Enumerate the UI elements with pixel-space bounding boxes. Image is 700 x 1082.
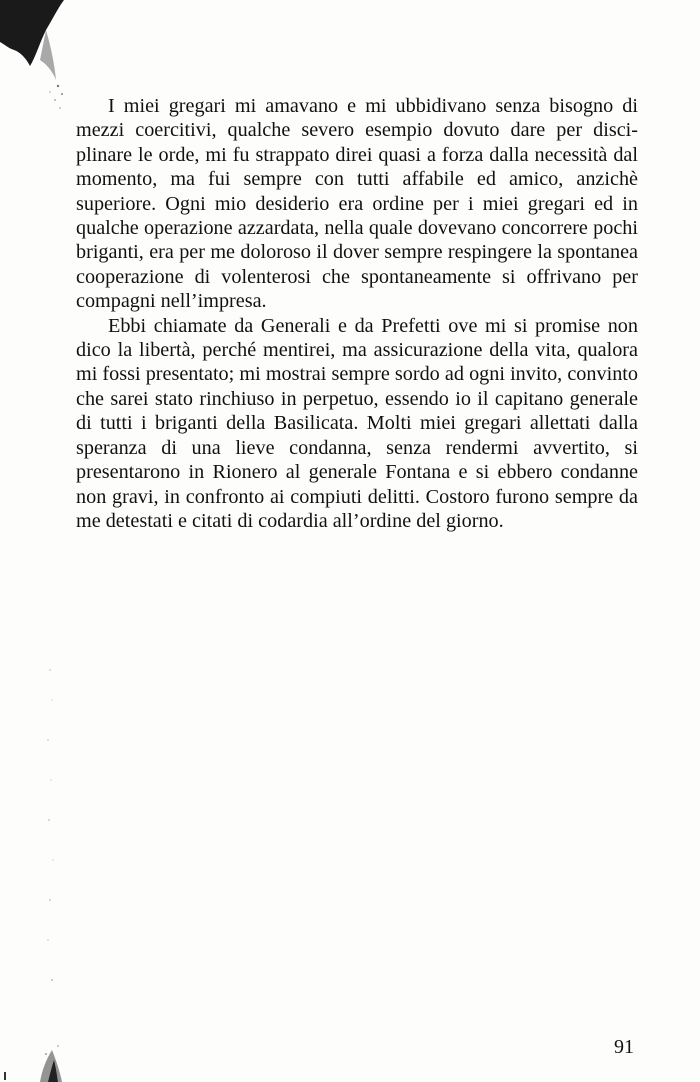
scan-speckle-left-edge (30, 660, 70, 1000)
paragraph-2: Ebbi chiamate da Generali e da Prefetti ove mi si promise non dico la libertà, perché mentirei, ma assicurazione della vita, qualora mi fossi presentato; mi mostrai sempre sordo ad ogni invito, convinto che sarei stato rinchiuso in perpetuo, essendo io il capitano generale di tutti i briganti della Basilicata. Molti miei gregari allettati dalla speranza di una lieve condanna, senza rendermi avvertito, si presentarono in Rionero al generale Fontana e si ebbero condanne non gravi, in confronto ai compiuti delitti. Costoro furono sempre da me detestati e citati di codardia all’ordine del giorno. (76, 314, 638, 532)
paragraph-1: I miei gregari mi amavano e mi ubbidivano senza bisogno di mezzi coercitivi, qualche severo esempio dovuto dare per disciplinare le orde, mi fu strappato direi quasi a forza dalla necessità dal momento, ma fui sempre con tutti affabile ed amico, anzichè superiore. Ogni mio desiderio era ordine per i miei gregari ed in qualche operazione azzardata, nella quale dovevano concorrere pochi briganti, era per me doloroso il dover sempre respingere la spontanea cooperazione di volenterosi che spontaneamente si offrivano per compagni nell’impresa. (76, 95, 638, 313)
scan-shadow-bottom-left (0, 1020, 80, 1082)
page-number: 91 (614, 1036, 634, 1058)
scan-shadow-top-left (0, 0, 80, 120)
body-text (76, 94, 638, 533)
